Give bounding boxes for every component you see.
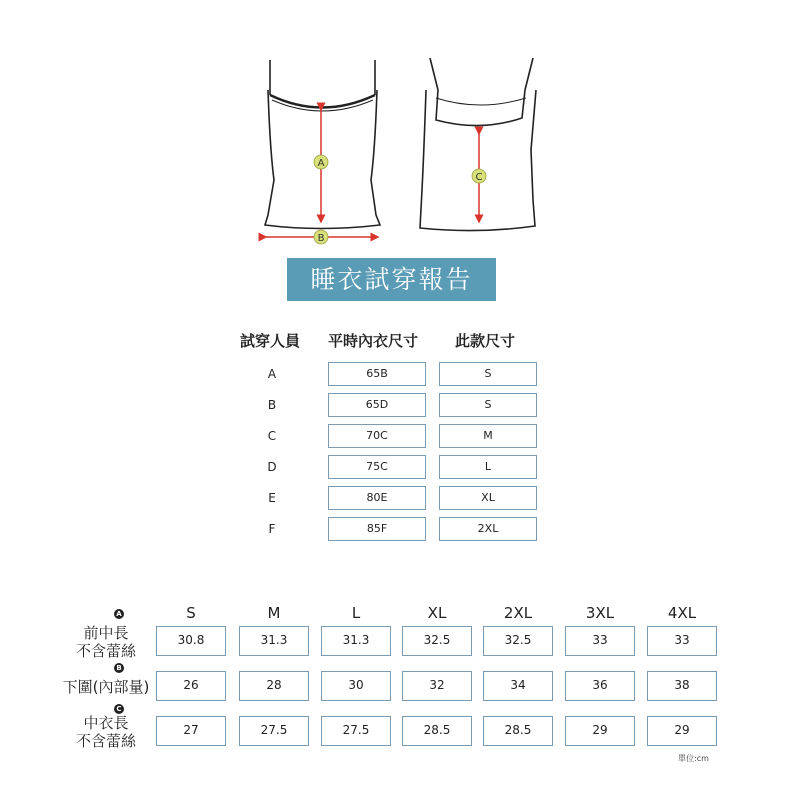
center-length-cell: 28.5 (483, 716, 553, 746)
header-usual-bra-size: 平時內衣尺寸 (328, 332, 419, 350)
underbust-badge: B (114, 663, 124, 673)
underbust-cell: 38 (647, 671, 717, 701)
front-view (265, 60, 380, 229)
center-length-badge: C (114, 704, 124, 714)
center-length-cell: 27.5 (321, 716, 391, 746)
header-this-item-size: 此款尺寸 (455, 332, 516, 350)
underbust-label-line1: 下圍(內部量) (62, 678, 150, 696)
front-length-cell: 30.8 (156, 626, 226, 656)
size-column-header: S (186, 604, 196, 622)
usual-bra-size-cell: 65D (328, 393, 426, 417)
size-column-header: XL (427, 604, 447, 622)
underbust-cell: 26 (156, 671, 226, 701)
center-length-label-line1: 中衣長 (83, 714, 129, 732)
report-title-banner: 睡衣試穿報告 (287, 258, 496, 301)
front-length-cell: 33 (647, 626, 717, 656)
size-column-header: M (267, 604, 281, 622)
front-length-label-line1: 前中長 (83, 624, 129, 642)
underbust-cell: 34 (483, 671, 553, 701)
usual-bra-size-cell: 70C (328, 424, 426, 448)
center-length-cell: 29 (647, 716, 717, 746)
tester-label: E (268, 491, 276, 505)
item-size-cell: M (439, 424, 537, 448)
usual-bra-size-cell: 65B (328, 362, 426, 386)
usual-bra-size-cell: 85F (328, 517, 426, 541)
underbust-label (58, 678, 154, 696)
center-length-cell: 28.5 (402, 716, 472, 746)
item-size-cell: XL (439, 486, 537, 510)
item-size-cell: 2XL (439, 517, 537, 541)
tester-label: B (267, 398, 277, 412)
tester-label: F (268, 522, 276, 536)
underbust-cell: 32 (402, 671, 472, 701)
front-length-label (70, 624, 142, 660)
marker-c-label: C (475, 172, 483, 183)
size-column-header: 4XL (667, 604, 697, 622)
underbust-cell: 30 (321, 671, 391, 701)
front-length-cell: 31.3 (239, 626, 309, 656)
front-length-badge: A (114, 609, 124, 619)
center-length-cell: 27 (156, 716, 226, 746)
front-length-label-line2: 不含蕾絲 (75, 642, 136, 660)
usual-bra-size-cell: 80E (328, 486, 426, 510)
marker-b-label: B (317, 233, 325, 244)
front-length-cell: 32.5 (402, 626, 472, 656)
header-tester: 試穿人員 (240, 332, 301, 350)
underbust-cell: 36 (565, 671, 635, 701)
usual-bra-size-cell: 75C (328, 455, 426, 479)
item-size-cell: S (439, 362, 537, 386)
camisole-diagram (250, 50, 550, 250)
size-column-header: 3XL (585, 604, 615, 622)
unit-note: 單位:cm (678, 754, 709, 763)
center-length-cell: 29 (565, 716, 635, 746)
center-length-label-line2: 不含蕾絲 (75, 732, 136, 750)
front-length-cell: 32.5 (483, 626, 553, 656)
tester-label: D (267, 460, 277, 474)
item-size-cell: S (439, 393, 537, 417)
center-length-label (70, 714, 142, 750)
tester-label: C (267, 429, 277, 443)
marker-a-label: A (317, 158, 325, 169)
size-column-header: 2XL (503, 604, 533, 622)
front-length-cell: 31.3 (321, 626, 391, 656)
item-size-cell: L (439, 455, 537, 479)
underbust-cell: 28 (239, 671, 309, 701)
back-view (420, 58, 536, 231)
center-length-cell: 27.5 (239, 716, 309, 746)
tester-label: A (267, 367, 277, 381)
front-length-cell: 33 (565, 626, 635, 656)
size-column-header: L (351, 604, 361, 622)
